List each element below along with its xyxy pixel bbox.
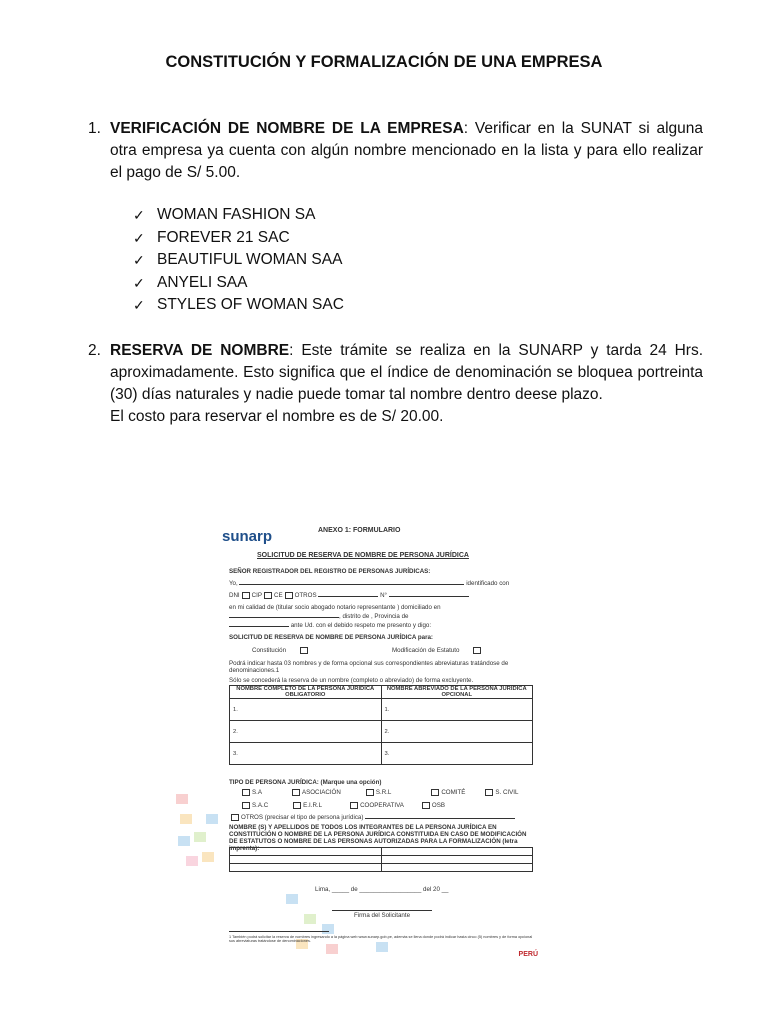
decoration	[186, 856, 198, 866]
table-cell: 2.	[230, 721, 382, 743]
document-title: CONSTITUCIÓN Y FORMALIZACIÓN DE UNA EMPRESA	[165, 53, 603, 71]
form-option	[392, 647, 483, 654]
peru-logo: PERÚ	[518, 951, 538, 958]
list-item-label: WOMAN FASHION SA	[157, 206, 316, 223]
form-text: N°	[380, 592, 388, 600]
form-text: COMITÉ	[441, 789, 466, 797]
form-request: SOLICITUD DE RESERVA DE NOMBRE DE PERSONA JURÍDICA para:	[229, 634, 433, 641]
form-heading: SOLICITUD DE RESERVA DE NOMBRE DE PERSONA JURÍDICA	[257, 552, 469, 559]
form-note: Podrá indicar hasta 03 nombres y de forma opcional sus correspondientes abreviaturas tratándose de denominaciones.1	[229, 660, 509, 674]
form-types-row	[240, 789, 518, 796]
checkmark-icon: ✓	[133, 229, 145, 246]
decoration	[176, 794, 188, 804]
form-text: E.I.R.L	[303, 802, 323, 810]
form-text: CE	[273, 592, 283, 600]
form-date: Lima, _____ de __________________ del 20 __	[315, 886, 449, 893]
section-number: 1.	[88, 120, 101, 137]
form-signature: Firma del Solicitante	[332, 910, 432, 919]
table-cell: 2.	[381, 721, 533, 743]
checkmark-icon: ✓	[133, 207, 145, 223]
form-text: OTROS (precisar el tipo de persona jurídica)	[241, 814, 364, 822]
form-text: Constitución	[252, 647, 287, 655]
form-line	[229, 592, 469, 599]
list-item	[133, 204, 344, 227]
form-text: COOPERATIVA	[360, 802, 404, 810]
section-heading: VERIFICACIÓN DE NOMBRE DE LA EMPRESA	[110, 120, 464, 137]
form-text: ASOCIACIÓN	[301, 789, 341, 797]
form-text: identificado con	[466, 580, 510, 587]
list-item-label: ANYELI SAA	[157, 273, 248, 291]
decoration	[180, 814, 192, 824]
table-cell: 3.	[381, 743, 533, 765]
form-text: S.A.C	[252, 802, 269, 810]
checkmark-icon: ✓	[133, 252, 145, 268]
form-line	[229, 580, 509, 587]
form-text: ante Ud. con el debido respeto me presento y digo:	[290, 622, 432, 629]
footnote-rule	[229, 931, 329, 932]
section-number: 2.	[88, 342, 101, 359]
section-name-reservation	[88, 340, 703, 428]
form-names-table	[229, 685, 533, 765]
company-name-checklist	[133, 204, 344, 317]
form-members-label: NOMBRE (S) Y APELLIDOS DE TODOS LOS INTEGRANTES DE LA PERSONA JURÍDICA EN CONSTITUCIÓN O NOMBRE DE LA PERSONA JURÍDICA CONSTITUIDA EN CASO DE MODIFICACIÓN DE ESTATUTOS O NOMBRE DE LAS PERSONAS AUTORIZADAS PARA LA FORMALIZACIÓN (letra imprenta):	[229, 824, 527, 852]
table-cell: 3.	[230, 743, 382, 765]
list-item	[133, 249, 344, 272]
form-text: , distrito de , Provincia de	[339, 613, 409, 620]
section-body	[110, 118, 703, 184]
list-item	[133, 272, 344, 295]
form-option	[252, 647, 310, 654]
form-content	[222, 516, 538, 962]
form-text: Modificación de Estatuto	[392, 647, 460, 655]
form-footnote: 1 También podrá solicitar la reserva de nombres ingresando a la página web www.sunarp.gob.pe, además se llena donde podrá indicar hasta cinco (5) nombres y de forma opcional sus abreviaturas tratándose de denominaciones.	[229, 935, 533, 943]
reservation-cost: El costo para reservar el nombre es de S/ 20.00.	[110, 408, 444, 425]
table-cell: 1.	[230, 699, 382, 721]
list-item	[133, 227, 344, 250]
form-annex-title: ANEXO 1: FORMULARIO	[318, 527, 401, 534]
list-item	[133, 294, 344, 317]
form-text: CIP	[251, 592, 262, 600]
table-header: NOMBRE COMPLETO DE LA PERSONA JURÍDICA OBLIGATORIO	[230, 686, 382, 699]
form-type-label: TIPO DE PERSONA JURÍDICA: (Marque una opción)	[229, 779, 382, 786]
table-header: NOMBRE ABREVIADO DE LA PERSONA JURÍDICA OPCIONAL	[381, 686, 533, 699]
form-text: S. CIVIL	[495, 789, 519, 797]
form-note: Sólo se concederá la reserva de un nombre (completo o abreviado) de forma excluyente.	[229, 677, 474, 684]
form-types-row	[240, 802, 445, 809]
form-capacity: en mi calidad de (titular socio abogado notario representante ) domiciliado en	[229, 604, 441, 611]
decoration	[178, 836, 190, 846]
form-text: Yo,	[229, 580, 238, 587]
form-text: DNI	[229, 592, 240, 600]
section-name-verification	[88, 118, 703, 184]
form-text: OTROS	[294, 592, 317, 600]
form-text: S.A	[252, 789, 262, 797]
list-item-label: BEAUTIFUL WOMAN SAA	[157, 251, 343, 268]
checkmark-icon: ✓	[133, 274, 145, 291]
section-body	[110, 340, 703, 428]
form-members-table	[229, 847, 533, 872]
section-heading: RESERVA DE NOMBRE	[110, 342, 290, 359]
checkmark-icon: ✓	[133, 297, 145, 313]
form-other	[229, 814, 515, 821]
form-text: OSB	[431, 802, 445, 810]
section-text: : Verificar en la SUNAT si alguna otra empresa ya cuenta con algún nombre mencionado en la lista y para ello realizar el pago de S/ 5.00.	[110, 120, 704, 181]
list-item-label: FOREVER 21 SAC	[157, 228, 290, 246]
form-line	[229, 622, 431, 629]
form-text: S.R.L	[375, 789, 392, 797]
sunarp-logo: sunarp	[222, 528, 273, 545]
decoration	[194, 832, 206, 842]
decoration	[206, 814, 218, 824]
form-line	[229, 613, 408, 620]
decoration	[202, 852, 214, 862]
section-text: : Este trámite se realiza en la SUNARP y tarda 24 Hrs. aproximadamente. Esto significa que el índice de denominación se bloquea portreinta (30) días naturales y nadie puede tomar tal nombre dentro deese plazo.	[110, 342, 703, 403]
table-cell: 1.	[381, 699, 533, 721]
list-item-label: STYLES OF WOMAN SAC	[157, 296, 344, 313]
form-addressee: SEÑOR REGISTRADOR DEL REGISTRO DE PERSONAS JURÍDICAS:	[229, 568, 431, 575]
